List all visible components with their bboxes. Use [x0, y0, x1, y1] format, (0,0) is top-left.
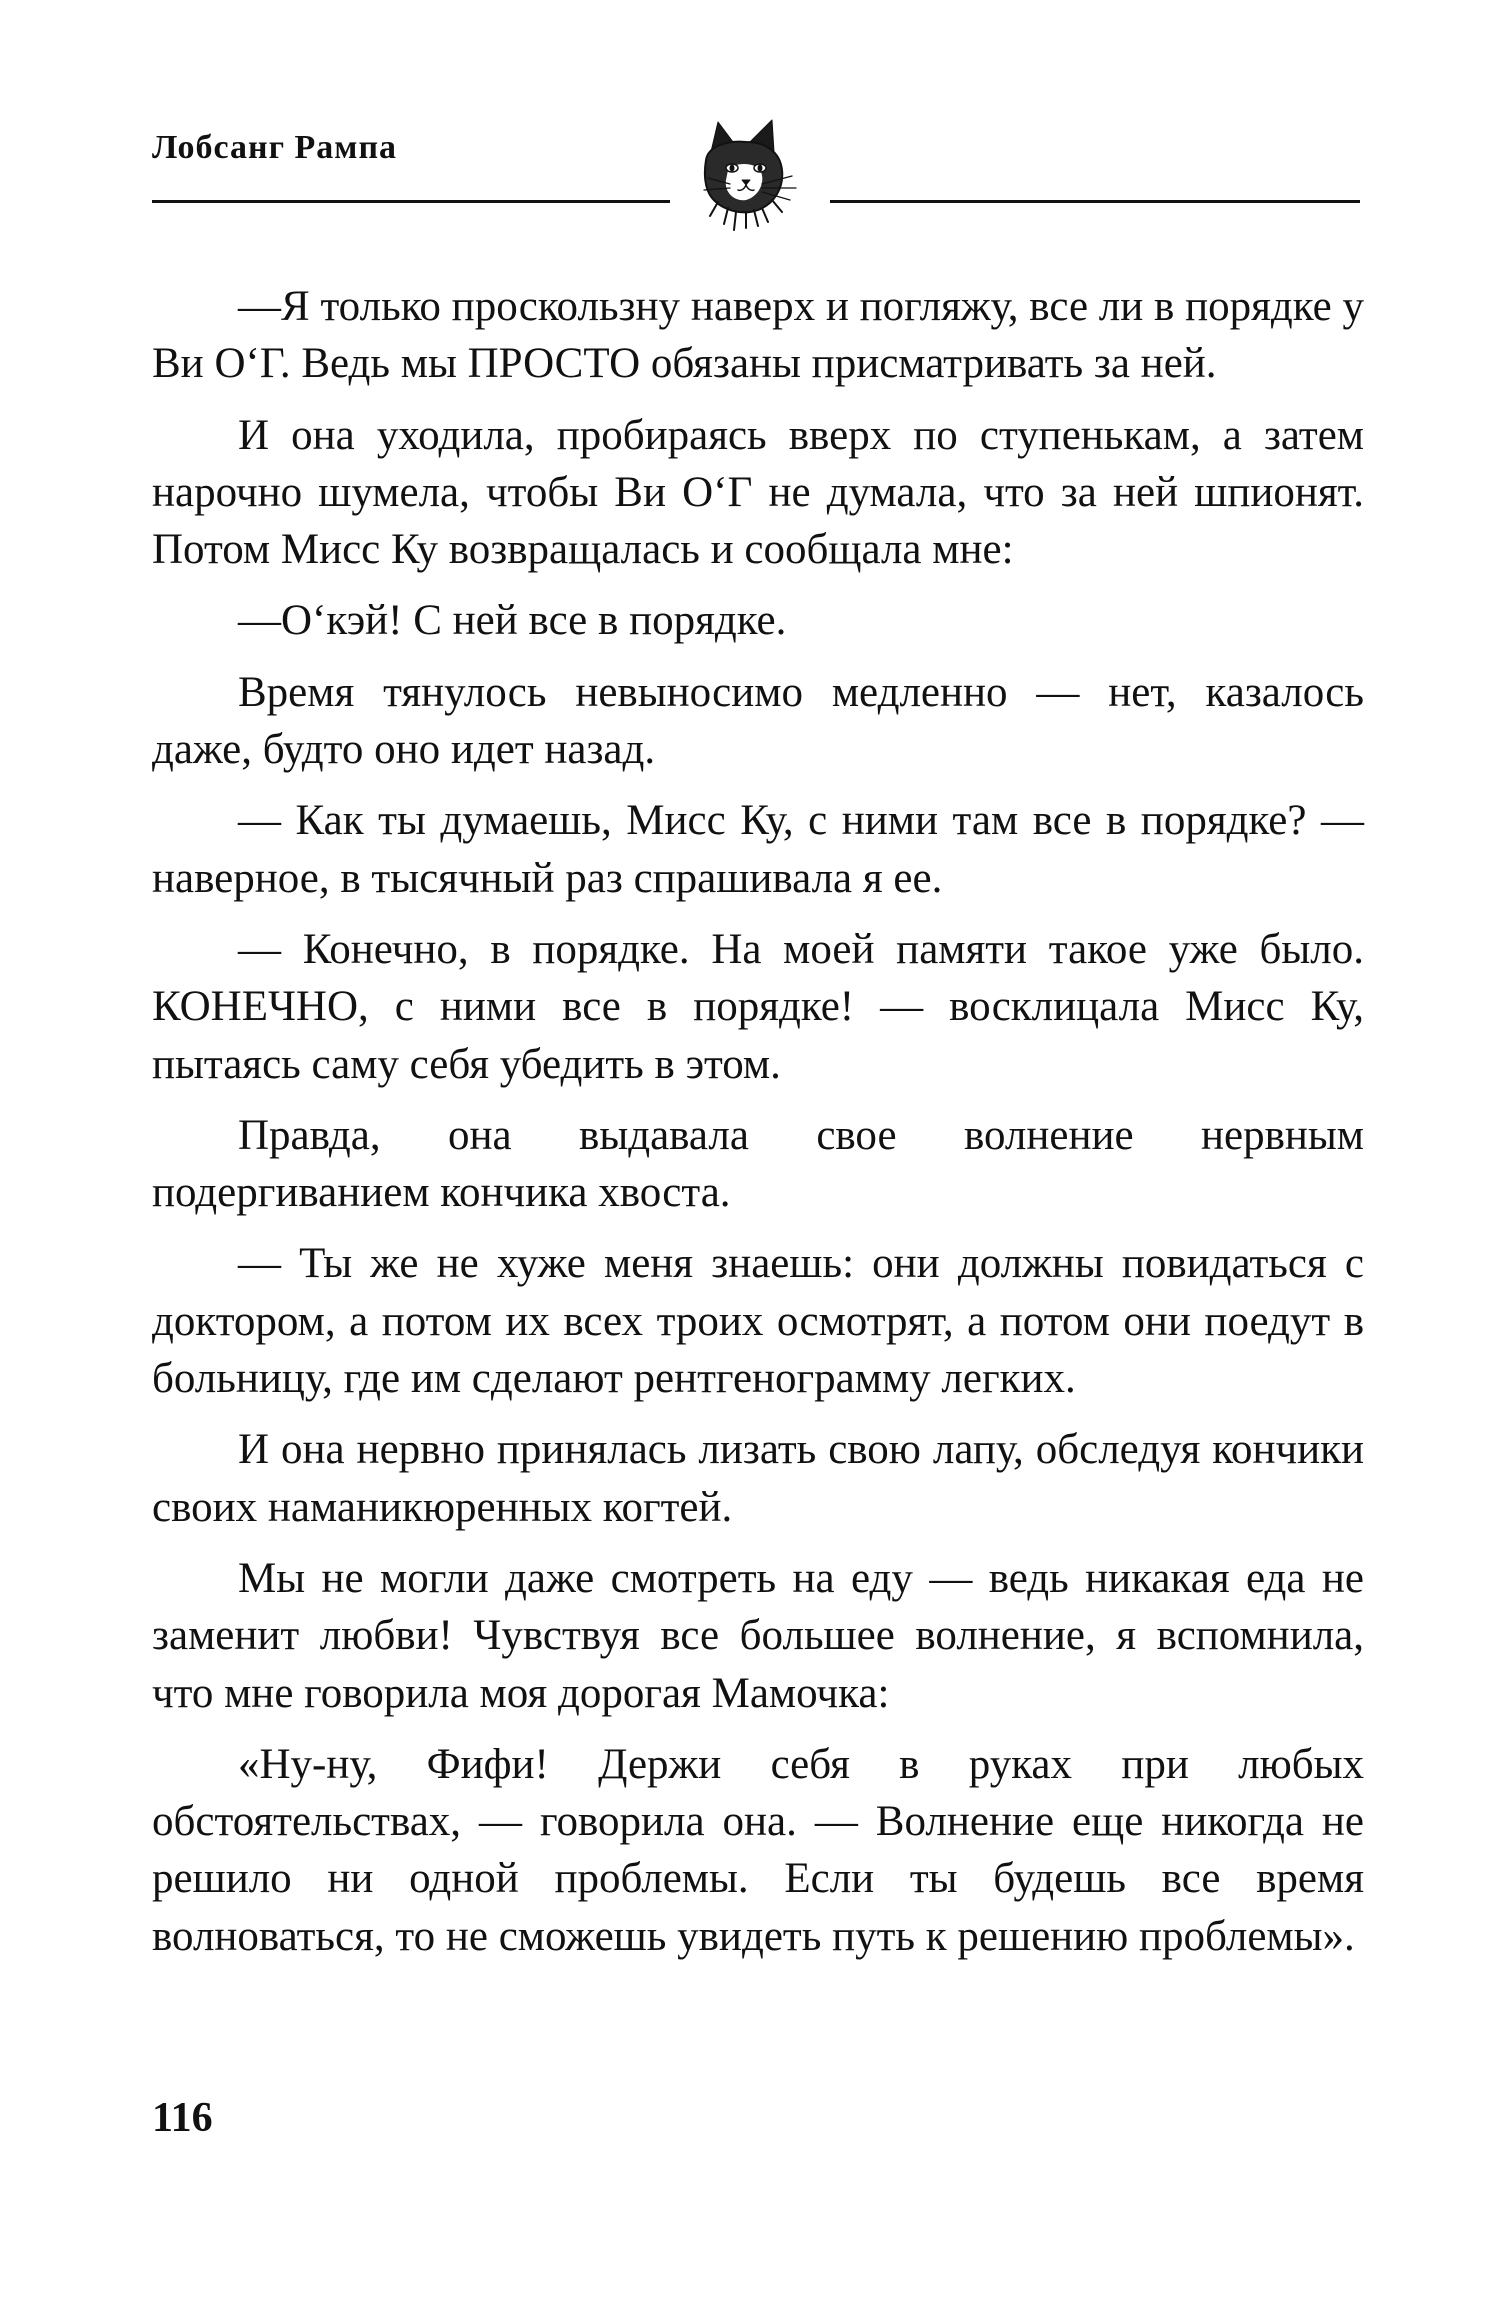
running-head-author: Лобсанг Рампа	[152, 129, 398, 166]
paragraph: И она уходила, пробираясь вверх по ступенькам, а затем нарочно шумела, чтобы Ви О‘Г не думала, что за ней шпионят. Потом Мисс Ку возвращалась и сообщала мне:	[152, 411, 1364, 574]
header-rule-right	[830, 200, 1360, 203]
paragraph: Время тянулось невыносимо медленно — нет, казалось даже, будто оно идет назад.	[152, 668, 1364, 774]
cat-head-emblem-icon	[688, 112, 816, 236]
paragraph: —Я только проскользну наверх и погляжу, все ли в порядке у Ви О‘Г. Ведь мы ПРОСТО обязаны присматривать за ней.	[152, 283, 1364, 388]
paragraph: Мы не могли даже смотреть на еду — ведь никакая еда не заменит любви! Чувствуя все большее волнение, я вспомнила, что мне говорила моя дорогая Мамочка:	[152, 1554, 1364, 1717]
page-number: 116	[152, 2095, 213, 2141]
paragraph: И она нервно принялась лизать свою лапу, обследуя кончики своих наманикюренных когтей.	[152, 1426, 1364, 1531]
header-rule-left	[152, 200, 670, 203]
paragraph: «Ну-ну, Фифи! Держи себя в руках при любых обстоятельствах, — говорила она. — Волнение еще никогда не решило ни одной проблемы. Если ты будешь все время волноваться, то не сможешь увидеть путь к решению проблемы».	[152, 1740, 1364, 1960]
paragraph: — Как ты думаешь, Мисс Ку, с ними там все в порядке? — наверное, в тысячный раз спрашивала я ее.	[152, 797, 1364, 902]
paragraph: — Ты же не хуже меня знаешь: они должны повидаться с доктором, а потом их всех троих осмотрят, а потом они поедут в больницу, где им сделают рентгенограмму легких.	[152, 1240, 1364, 1403]
paragraph: Правда, она выдавала свое волнение нервным подергиванием кончика хвоста.	[152, 1111, 1364, 1217]
chapter-body	[152, 278, 1364, 1979]
paragraph: —О‘кэй! С ней все в порядке.	[238, 597, 787, 645]
paragraph: — Конечно, в порядке. На моей памяти такое уже было. КОНЕЧНО, с ними все в порядке! — восклицала Мисс Ку, пытаясь саму себя убедить в этом.	[152, 925, 1364, 1088]
